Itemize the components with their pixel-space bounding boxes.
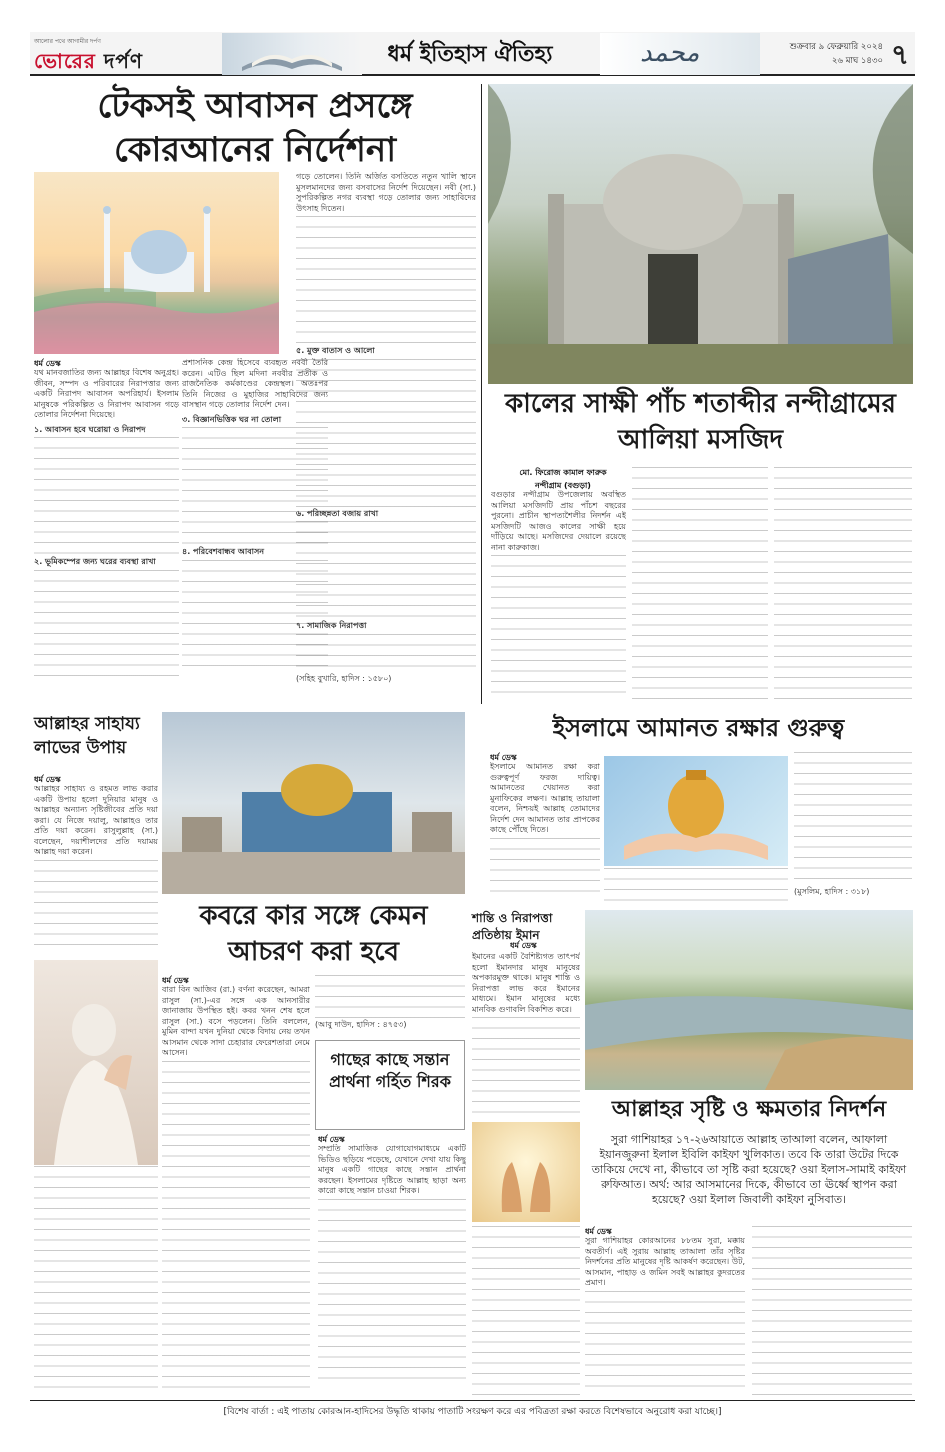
hands-icon <box>472 1122 580 1222</box>
logo-name: ভোরের দর্পণ <box>34 49 143 73</box>
amanat-col3 <box>794 752 912 904</box>
praying-hands-image <box>34 960 158 1165</box>
text-column-filler <box>472 1017 580 1117</box>
old-mosque-icon <box>488 84 913 384</box>
peace-col <box>472 952 580 1120</box>
newspaper-logo[interactable] <box>34 36 214 72</box>
text-column-filler <box>162 1061 310 1391</box>
section-title: ধর্ম ইতিহাস ঐতিহ্য <box>387 42 553 67</box>
byline-location: নন্দীগ্রাম (বগুড়া) <box>535 481 591 490</box>
text-column-filler <box>34 437 179 557</box>
byline-creation: ধর্ম ডেস্ক <box>585 1227 612 1236</box>
praying-person-icon <box>34 960 158 1165</box>
header-quran-illustration <box>222 33 362 75</box>
tech-housing-subhead-2: ২. ভূমিকম্পের জন্য ঘরের ব্যবস্থা রাখা <box>34 557 156 566</box>
grave-col2 <box>315 975 465 1033</box>
allah-help-col-cont <box>34 1166 158 1394</box>
text-column-filler <box>774 467 912 702</box>
creation-quran-quote: সুরা গাশিয়াহর ১৭-২৬আয়াতে আল্লাহ তাআলা বলেন, আফালা ইয়ানজুরুনা ইলাল ইবিলি কাইফা খুলিকাত। তবে কি তারা উটের দিকে তাকিয়ে দেখে না, কীভাবে তা সৃষ্টি করা হয়েছে? ওয়া ইলাস-সামাই কাইফা রুফিআত। অর্থ: আর আসমানের দিকে, কীভাবে তা ঊর্ধ্বে স্থাপন করা হয়েছে? ওয়া ইলাল জিবালী কাইফা নুসিবাত। <box>591 1133 907 1206</box>
calligraphy-muhammad: محمد <box>640 38 700 68</box>
text-column-filler <box>315 975 465 1020</box>
river-icon <box>585 910 913 1090</box>
text-column-filler <box>472 1226 580 1396</box>
column-divider <box>481 84 482 704</box>
text-column-filler <box>34 860 158 950</box>
headline-peace[interactable]: শান্তি ও নিরাপত্তা প্রতিষ্ঠায় ইমান <box>472 911 553 942</box>
tech-housing-lead: যথ মানবজাতির জন্য আল্লাহর বিশেষ অনুগ্রহ। জীবন, সম্পদ ও পরিবারের নিরাপত্তার জন্য একটি নিরাপদ আবাসন অপরিহার্য। ইসলাম মানুষকে পরিকল্পিত ও নিরাপদ আবাসন গড়ে তোলার নির্দেশনা দিয়েছে। <box>34 368 179 419</box>
text-column-filler <box>296 359 476 509</box>
tree-text: সম্প্রতি সামাজিক যোগাযোগমাধ্যমে একটি ভিডিও ছড়িয়ে পড়েছে, যেখানে দেখা যায় কিছু মানুষ একটি গাছের কাছে সন্তান প্রার্থনা করছেন। ইসলামের দৃষ্টিতে আল্লাহ ছাড়া অন্য কারো কাছে সন্তান চাওয়া শিরক। <box>318 1144 466 1195</box>
creation-col2 <box>752 1226 912 1396</box>
amanat-citation: (মুসলিম, হাদিস : ৩১৮) <box>794 887 870 896</box>
headline-aliya-mosque[interactable]: কালের সাক্ষী পাঁচ শতাব্দীর নন্দীগ্রামের আলিয়া মসজিদ <box>505 389 896 455</box>
text-column-filler <box>491 555 626 702</box>
open-book-icon <box>222 33 362 75</box>
headline-amanat[interactable]: ইসলামে আমানত রক্ষার গুরুত্ব <box>552 714 845 742</box>
headline-creation[interactable]: আল্লাহর সৃষ্টি ও ক্ষমতার নিদর্শন <box>611 1097 887 1122</box>
grave-text: বারা বিন আজিব (রা.) বর্ণনা করেছেন, আমরা রাসুল (সা.)-এর সঙ্গে এক আনসারীর জানাজায় উপস্থিত হই। কবর খনন শেষ হলে রাসুল (সা.) বসে পড়লেন। তিনি বললেন, মুমিন বান্দা যখন দুনিয়া থেকে বিদায় নেয় তখন আসমান থেকে সাদা চেহারার ফেরেশতারা নেমে আসেন। <box>162 985 310 1057</box>
tech-housing-subhead-5: ৫. মুক্ত বাতাস ও আলো <box>296 346 375 355</box>
mosque-col2 <box>632 467 768 702</box>
peace-text: ইমানের একটি বৈশিষ্ট্যগত তাৎপর্য হলো ইমানদার মানুষ মানুষের অপকারমুক্ত থাকে। মানুষ শান্তি ও নিরাপত্তা লাভ করে ইমানের মাধ্যমে। ইমান মানুষের মধ্যে মানবিক গুণাবলি বিকশিত করে। <box>472 952 580 1014</box>
mosque-illustration-image <box>34 172 279 354</box>
tech-housing-subhead-7: ৭. সামাজিক নিরাপত্তা <box>296 621 367 630</box>
byline-grave: ধর্ম ডেস্ক <box>162 976 189 985</box>
amanat-col2 <box>604 868 788 904</box>
mosque-text: বগুড়ার নন্দীগ্রাম উপজেলায় অবস্থিত আলিয়া মসজিদটি প্রায় পাঁচশ বছরের পুরনো। প্রাচীন স্থাপত্যশৈলীর নিদর্শন এই মসজিদটি আজও কালের সাক্ষী হয়ে দাঁড়িয়ে আছে। মসজিদের দেয়ালে রয়েছে নানা কারুকাজ। <box>491 490 626 552</box>
tech-housing-col1 <box>34 368 179 704</box>
byline-peace: ধর্ম ডেস্ক <box>510 941 537 950</box>
text-column-filler <box>34 570 179 680</box>
footer-notice: [বিশেষ বার্তা : এই পাতায় কোরআন-হাদিসের উদ্ধৃতি থাকায় পাতাটি সংরক্ষণ করে এর পবিত্রতা রক্ষা করতে বিশেষভাবে অনুরোধ করা যাচ্ছে।] <box>30 1400 915 1422</box>
text-column-filler <box>585 1291 745 1391</box>
tech-housing-col3-text: গড়ে তোলেন। তিনি অর্জিত বসতিতে নতুন খালি স্থানে মুসলমানদের জন্য বসবাসের নির্দেশ দিয়েছেন। নবী (সা.) সুপরিকল্পিত নগর ব্যবস্থা গড়ে তোলার জন্য সাহাবিদের উৎসাহ দিতেন। <box>296 172 476 213</box>
mosque-col3 <box>774 467 912 702</box>
text-column-filler <box>318 1199 466 1379</box>
tech-housing-subhead-4: ৪. পরিবেশবান্ধব আবাসন <box>182 547 265 556</box>
tech-housing-col2-text: প্রশাসনিক কেন্দ্র হিসেবে ব্যবহৃত নববী তৈরি করেন। এটিও ছিল মদিনা নববীর প্রতীক ও রাজনৈতিক কর্মকাণ্ডের কেন্দ্রস্থল। অতঃপর তিনি নিজের ও মুহাজির সাহাবিদের জন্য বাসস্থান গড়ে তোলার নির্দেশ দেন। <box>182 358 328 409</box>
amanat-col1 <box>490 762 600 902</box>
byline-allah-help: ধর্ম ডেস্ক <box>34 775 61 784</box>
logo-tagline: আলোর পথে আগামীর দর্পণ <box>34 38 101 45</box>
text-column-filler <box>296 216 476 346</box>
golden-dome-icon <box>162 712 465 894</box>
issue-date <box>765 40 883 72</box>
mosque-dome-icon <box>34 172 279 354</box>
text-column-filler <box>490 838 600 898</box>
tech-housing-subhead-3: ৩. বিজ্ঞানভিত্তিক ঘর না তোলা <box>182 414 282 424</box>
allah-help-text: আল্লাহর সাহায্য ও রহমত লাভ করার একটি উপায় হলো দুনিয়ার মানুষ ও আল্লাহর অন্যান্য সৃষ্টিজীবের প্রতি দয়া করা। যে নিজে দয়ালু, আল্লাহও তার প্রতি দয়া করেন। রাসুলুল্লাহ (সা.) বলেছেন, দয়াশীলদের প্রতি দয়াময় আল্লাহ দয়া করেন। <box>34 784 158 856</box>
tech-housing-subhead-1: ১. আবাসন হবে ঘরোয়া ও নিরাপদ <box>34 424 146 434</box>
raised-hands-dua-image <box>472 1122 580 1222</box>
byline-author: মো. ফিরোজ কামাল ফারুক <box>519 468 607 477</box>
text-column-filler <box>632 467 768 702</box>
tech-housing-citation: (সহিহ বুখারি, হাদিস : ১৫৮০) <box>296 673 392 683</box>
allah-help-col <box>34 784 158 954</box>
creation-text: সুরা গাশিয়াহর কোরআনের ৮৮তম সুরা, মক্কায় অবতীর্ণ। এই সুরায় আল্লাহ তাআলা তাঁর সৃষ্টির নিদর্শনের প্রতি মানুষের দৃষ্টি আকর্ষণ করেছেন। উট, আসমান, পাহাড় ও জমিন সবই আল্লাহর কুদরতের প্রমাণ। <box>585 1236 745 1287</box>
grave-citation: (আবু দাউদ, হাদিস : ৪৭৫৩) <box>315 1020 407 1029</box>
amanat-text: ইসলামে আমানত রক্ষা করা গুরুত্বপূর্ণ ফরজ দায়িত্ব। আমানতের খেয়ানত করা মুনাফিকের লক্ষণ। আল্লাহ তায়ালা বলেন, নিশ্চয়ই আল্লাহ তোমাদের নির্দেশ দেন আমানত তার প্রাপকের কাছে পৌঁছে দিতে। <box>490 762 600 834</box>
text-column-filler <box>752 1226 912 1396</box>
date-gregorian: শুক্রবার ৯ ফেব্রুয়ারি ২০২৪ <box>789 42 883 52</box>
grave-col1 <box>162 985 310 1395</box>
headline-tech-housing[interactable]: টেকসই আবাসন প্রসঙ্গে কোরআনের নির্দেশনা <box>97 86 413 170</box>
mosque-col1 <box>491 490 626 702</box>
tech-housing-col3 <box>296 172 476 704</box>
text-column-filler <box>794 752 912 887</box>
text-column-filler <box>296 634 476 674</box>
headline-tree-shirk[interactable]: গাছের কাছে সন্তান প্রার্থনা গর্হিত শিরক <box>315 1040 465 1130</box>
money-bag-icon <box>604 756 788 866</box>
creation-col1 <box>585 1236 745 1396</box>
byline-amanat: ধর্ম ডেস্ক <box>490 753 517 762</box>
byline-tech-housing: ধর্ম ডেস্ক <box>34 359 61 368</box>
text-column-filler <box>604 868 788 904</box>
byline-tree: ধর্ম ডেস্ক <box>318 1135 345 1144</box>
aliya-mosque-photo <box>488 84 913 384</box>
headline-grave[interactable]: কবরে কার সঙ্গে কেমন আচরণ করা হবে <box>199 901 428 967</box>
peace-col-cont <box>472 1226 580 1396</box>
page-number: ৭ <box>890 38 910 71</box>
text-column-filler <box>296 521 476 621</box>
tech-housing-subhead-6: ৬. পরিচ্ছন্নতা বজায় রাখা <box>296 508 379 518</box>
date-bengali: ২৬ মাঘ ১৪৩০ <box>832 56 883 66</box>
headline-allah-help[interactable]: আল্লাহর সাহায্য লাভের উপায় <box>34 714 140 758</box>
tree-col <box>318 1144 466 1396</box>
money-bag-handover-image <box>604 756 788 866</box>
dome-of-the-rock-photo <box>162 712 465 894</box>
river-landscape-photo <box>585 910 913 1090</box>
text-column-filler <box>34 1166 158 1394</box>
